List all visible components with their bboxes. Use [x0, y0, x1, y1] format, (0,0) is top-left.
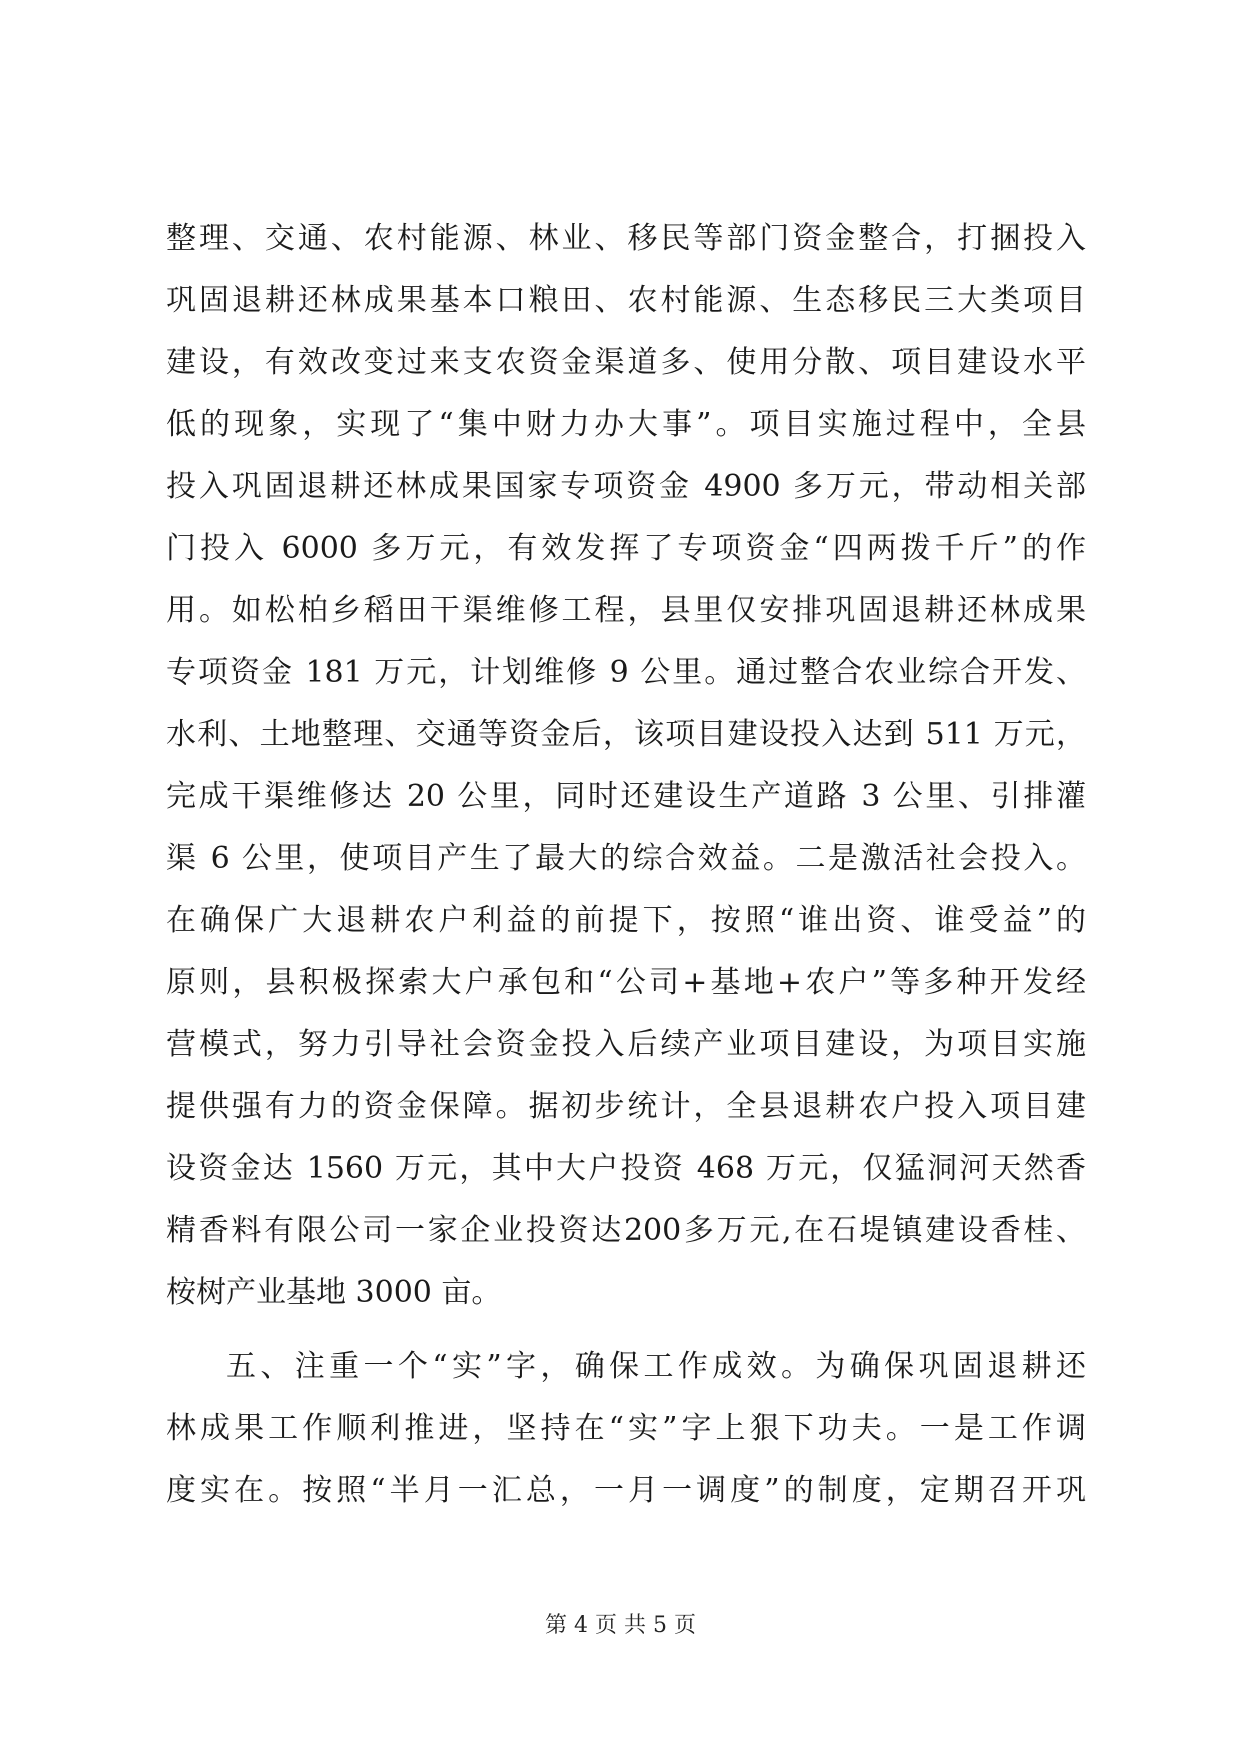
text-line: 在确保广大退耕农户利益的前提下，按照“谁出资、谁受益”的	[166, 903, 1086, 938]
text-line: 低的现象，实现了“集中财力办大事”。项目实施过程中，全县	[166, 407, 1086, 442]
body-text	[166, 208, 1086, 1522]
text-line: 水利、土地整理、交通等资金后，该项目建设投入达到 511 万元，	[166, 717, 1086, 752]
paragraph-spacer	[166, 1324, 1086, 1336]
text-line: 营模式，努力引导社会资金投入后续产业项目建设，为项目实施	[166, 1027, 1086, 1062]
text-line: 用。如松柏乡稻田干渠维修工程，县里仅安排巩固退耕还林成果	[166, 593, 1086, 628]
page-number-footer: 第 4 页 共 5 页	[545, 1613, 696, 1638]
text-line: 设资金达 1560 万元，其中大户投资 468 万元，仅猛洞河天然香	[166, 1151, 1086, 1186]
text-line: 林成果工作顺利推进，坚持在“实”字上狠下功夫。一是工作调	[166, 1411, 1086, 1446]
text-line: 度实在。按照“半月一汇总，一月一调度”的制度，定期召开巩	[166, 1473, 1086, 1508]
text-line: 渠 6 公里，使项目产生了最大的综合效益。二是激活社会投入。	[166, 841, 1086, 876]
text-line: 完成干渠维修达 20 公里，同时还建设生产道路 3 公里、引排灌	[166, 779, 1086, 814]
text-line: 专项资金 181 万元，计划维修 9 公里。通过整合农业综合开发、	[166, 655, 1086, 690]
text-line: 门投入 6000 多万元，有效发挥了专项资金“四两拨千斤”的作	[166, 531, 1086, 566]
text-line: 整理、交通、农村能源、林业、移民等部门资金整合，打捆投入	[166, 221, 1086, 256]
text-line: 建设，有效改变过来支农资金渠道多、使用分散、项目建设水平	[166, 345, 1086, 380]
paragraph-funding-integration	[166, 208, 1086, 1324]
text-line: 巩固退耕还林成果基本口粮田、农村能源、生态移民三大类项目	[166, 283, 1086, 318]
text-line: 提供强有力的资金保障。据初步统计，全县退耕农户投入项目建	[166, 1089, 1086, 1124]
paragraph-section-five	[166, 1336, 1086, 1522]
text-line: 投入巩固退耕还林成果国家专项资金 4900 多万元，带动相关部	[166, 469, 1086, 504]
text-line: 原则，县积极探索大户承包和“公司+基地+农户”等多种开发经	[166, 965, 1086, 1000]
text-line: 桉树产业基地 3000 亩。	[166, 1275, 502, 1310]
text-line: 五、注重一个“实”字，确保工作成效。为确保巩固退耕还	[226, 1349, 1086, 1384]
text-line: 精香料有限公司一家企业投资达200多万元,在石堤镇建设香桂、	[166, 1213, 1086, 1248]
